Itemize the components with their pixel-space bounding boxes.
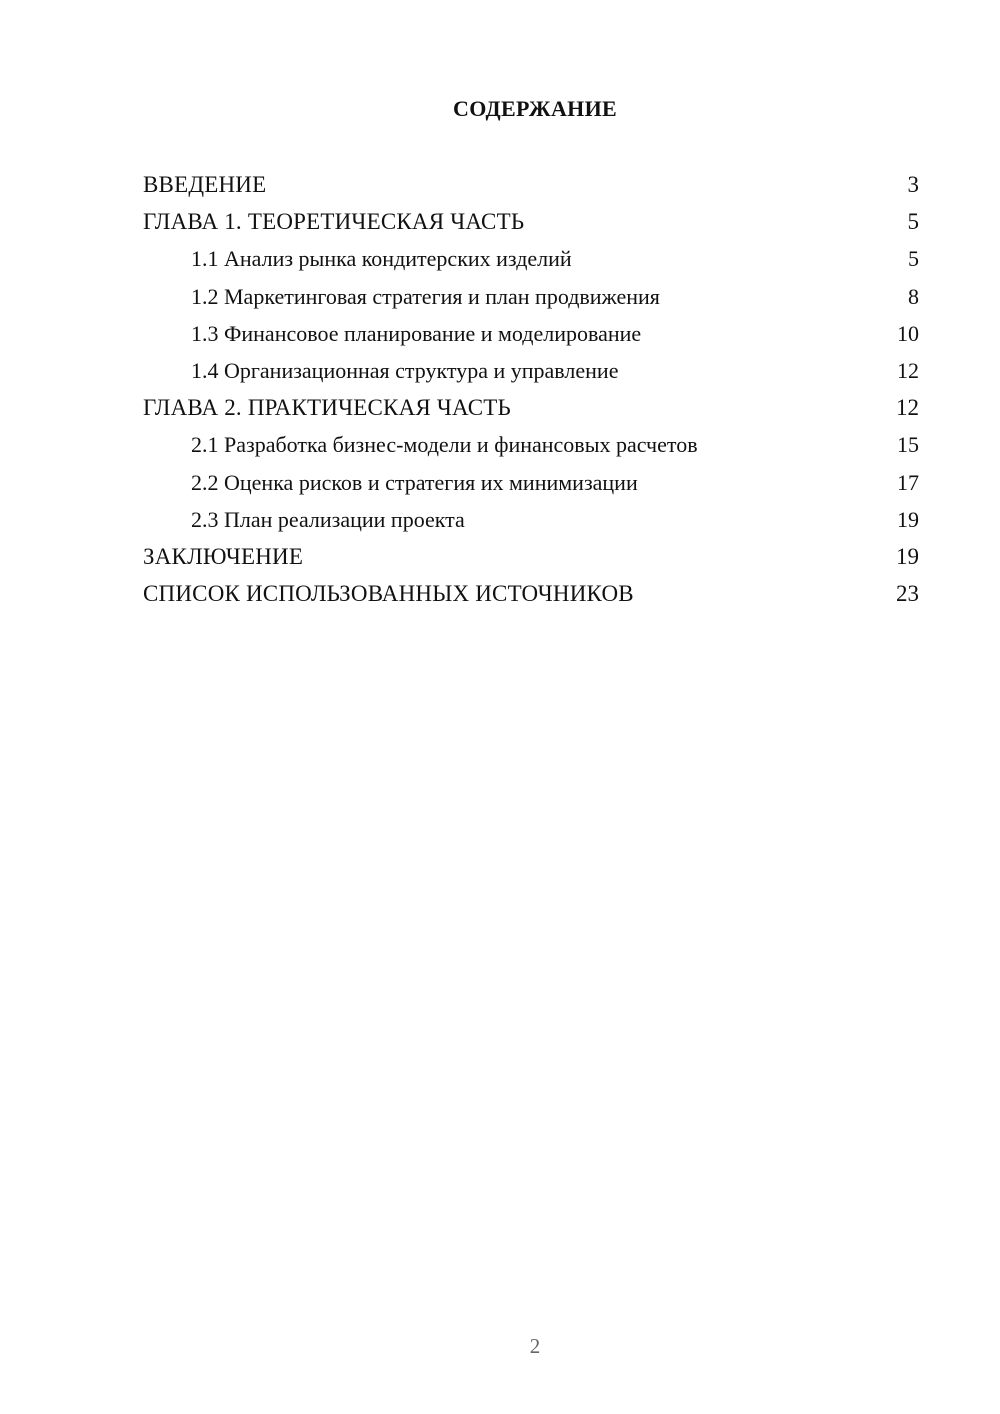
- toc-entry-chapter-2[interactable]: [143, 389, 919, 426]
- table-of-contents: [143, 166, 919, 612]
- toc-entry-references[interactable]: [143, 575, 919, 612]
- toc-entry-page: 8: [908, 283, 919, 309]
- toc-entry-page: 3: [907, 172, 919, 197]
- toc-entry-label[interactable]: 1.2 Маркетинговая стратегия и план продвижения: [191, 283, 660, 309]
- toc-entry-label[interactable]: 2.2 Оценка рисков и стратегия их минимизации: [191, 469, 638, 495]
- toc-entry-page: 5: [908, 246, 919, 272]
- toc-entry-section-2-3[interactable]: [143, 501, 919, 538]
- toc-entry-introduction[interactable]: [143, 166, 919, 203]
- toc-entry-page: 10: [897, 320, 919, 346]
- toc-entry-chapter-1[interactable]: [143, 203, 919, 240]
- toc-entry-label[interactable]: ГЛАВА 1. ТЕОРЕТИЧЕСКАЯ ЧАСТЬ: [143, 209, 525, 235]
- toc-entry-page: 17: [897, 469, 919, 495]
- toc-entry-section-1-1[interactable]: [143, 240, 919, 277]
- toc-entry-label[interactable]: СПИСОК ИСПОЛЬЗОВАННЫХ ИСТОЧНИКОВ: [143, 581, 634, 607]
- toc-entry-label[interactable]: 1.1 Анализ рынка кондитерских изделий: [191, 246, 572, 272]
- toc-entry-page: 19: [896, 543, 919, 569]
- toc-entry-label[interactable]: 2.3 План реализации проекта: [191, 506, 465, 532]
- toc-entry-label[interactable]: 2.1 Разработка бизнес-модели и финансовых расчетов: [191, 432, 698, 458]
- toc-entry-section-2-2[interactable]: [143, 464, 919, 501]
- toc-entry-section-2-1[interactable]: [143, 426, 919, 463]
- toc-entry-section-1-4[interactable]: [143, 352, 919, 389]
- page-number: 2: [529, 1334, 541, 1358]
- toc-entry-section-1-2[interactable]: [143, 278, 919, 315]
- toc-entry-page: 19: [897, 506, 919, 532]
- toc-entry-label[interactable]: 1.3 Финансовое планирование и моделирование: [191, 320, 642, 346]
- toc-entry-label[interactable]: ВВЕДЕНИЕ: [143, 172, 267, 197]
- toc-entry-label[interactable]: ГЛАВА 2. ПРАКТИЧЕСКАЯ ЧАСТЬ: [143, 395, 511, 421]
- toc-entry-page: 15: [897, 432, 919, 458]
- toc-entry-label[interactable]: ЗАКЛЮЧЕНИЕ: [143, 543, 304, 569]
- toc-entry-page: 5: [907, 209, 919, 235]
- toc-entry-section-1-3[interactable]: [143, 315, 919, 352]
- toc-entry-page: 12: [896, 395, 919, 421]
- toc-title: СОДЕРЖАНИЕ: [453, 96, 617, 121]
- toc-entry-label[interactable]: 1.4 Организационная структура и управление: [191, 357, 619, 383]
- toc-entry-page: 23: [896, 581, 919, 607]
- toc-entry-page: 12: [897, 357, 919, 383]
- toc-entry-conclusion[interactable]: [143, 538, 919, 575]
